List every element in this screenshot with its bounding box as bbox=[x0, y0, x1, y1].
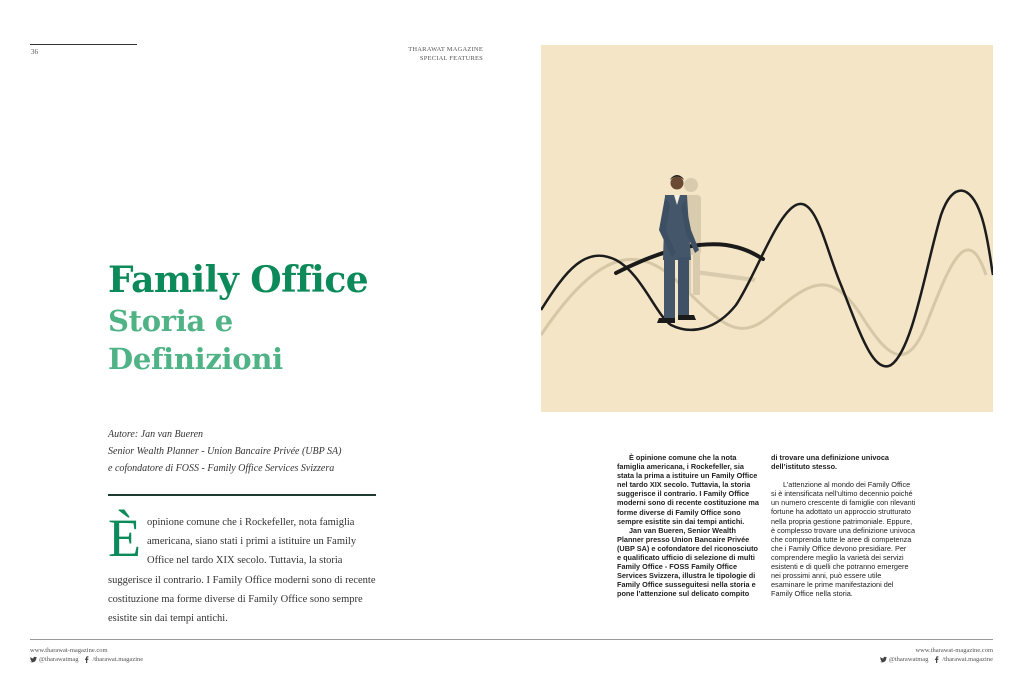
body-column-2 bbox=[771, 453, 916, 598]
footer-website-link-right[interactable]: www.tharawat-magazine.com bbox=[915, 647, 993, 654]
lead-paragraph bbox=[108, 508, 376, 628]
drop-cap: È bbox=[108, 508, 141, 568]
twitter-handle-right: @tharawatmag bbox=[888, 656, 929, 663]
title-line-3: Definizioni bbox=[108, 342, 283, 376]
masthead bbox=[395, 45, 483, 63]
author-block bbox=[108, 426, 408, 477]
footer-right bbox=[880, 646, 993, 666]
col1-paragraph-1: È opinione comune che la nota famiglia americana, i Rockefeller, sia stata la prima a istituire un Family Office nel tardo XIX secolo. Tuttavia, la storia suggerisce il contrario. I Family Office moderni sono di recente costituzione ma forme diverse di Family Office sono sempre esistite sin dai tempi antichi. bbox=[617, 453, 759, 526]
col2-paragraph-2: L’attenzione al mondo dei Family Office si è intensificata nell’ultimo decennio poiché un numero crescente di famiglie con rilevanti fortune ha adottato un approccio strutturato nella propria gestione patrimoniale. Eppure, è complesso trovare una definizione univoca che comprenda tutte le aree di competenza che i Family Office devono presidiare. Per comprendere meglio la varietà dei servizi esistenti e di quelli che potranno emergere nei prossimi anni, può essere utile esaminare le prime manifestazioni del Family Office nella storia. bbox=[771, 480, 916, 599]
title-line-1: Family Office bbox=[108, 259, 369, 301]
masthead-section: SPECIAL FEATURES bbox=[419, 55, 483, 62]
businessman-on-tightrope-illustration bbox=[541, 45, 993, 412]
footer-facebook-link[interactable] bbox=[83, 655, 143, 664]
title-line-2: Storia e bbox=[108, 304, 233, 338]
facebook-handle: /tharawat.magazine bbox=[92, 656, 144, 663]
top-rule bbox=[30, 44, 137, 45]
footer-website-link[interactable]: www.tharawat-magazine.com bbox=[30, 647, 108, 654]
twitter-icon bbox=[30, 656, 37, 663]
footer-twitter-link-right[interactable] bbox=[880, 655, 929, 664]
facebook-handle-right: /tharawat.magazine bbox=[942, 656, 993, 663]
col2-paragraph-1: di trovare una definizione univoca dell’istituto stesso. bbox=[771, 453, 889, 472]
author-role: Senior Wealth Planner - Union Bancaire Privée (UBP SA) bbox=[108, 446, 342, 457]
twitter-icon bbox=[880, 656, 887, 663]
hero-illustration bbox=[541, 45, 993, 412]
footer-facebook-link-right[interactable] bbox=[933, 655, 993, 664]
page-number: 36 bbox=[31, 48, 38, 56]
masthead-title: THARAWAT MAGAZINE bbox=[408, 46, 483, 53]
facebook-icon bbox=[933, 656, 940, 663]
footer-rule bbox=[30, 639, 993, 640]
footer-left bbox=[30, 646, 143, 666]
lead-text: opinione comune che i Rockefeller, nota famiglia americana, siano stati i primi a istituire un Family Office nel tardo XIX secolo. Tuttavia, la storia suggerisce il contrario. I Family Office moderni sono di recente costituzione ma forme diverse di Family Office sono sempre esistite sin dai tempi antichi. bbox=[108, 517, 376, 625]
section-rule bbox=[108, 494, 376, 496]
author-affiliation: e cofondatore di FOSS - Family Office Services Svizzera bbox=[108, 463, 335, 474]
body-column-1 bbox=[617, 453, 762, 599]
twitter-handle: @tharawatmag bbox=[39, 656, 79, 663]
article-title bbox=[108, 258, 408, 378]
author-name: Autore: Jan van Bueren bbox=[108, 429, 204, 440]
col1-paragraph-2: Jan van Bueren, Senior Wealth Planner presso Union Bancaire Privée (UBP SA) e cofondatore del riconosciuto e qualificato ufficio di selezione di multi Family Office - FOSS Family Office Services Svizzera, illustra le tipologie di Family Office susseguitesi nella storia e pone l’attenzione sul delicato compito bbox=[617, 525, 758, 599]
footer-twitter-link[interactable] bbox=[30, 655, 79, 664]
facebook-icon bbox=[83, 656, 90, 663]
